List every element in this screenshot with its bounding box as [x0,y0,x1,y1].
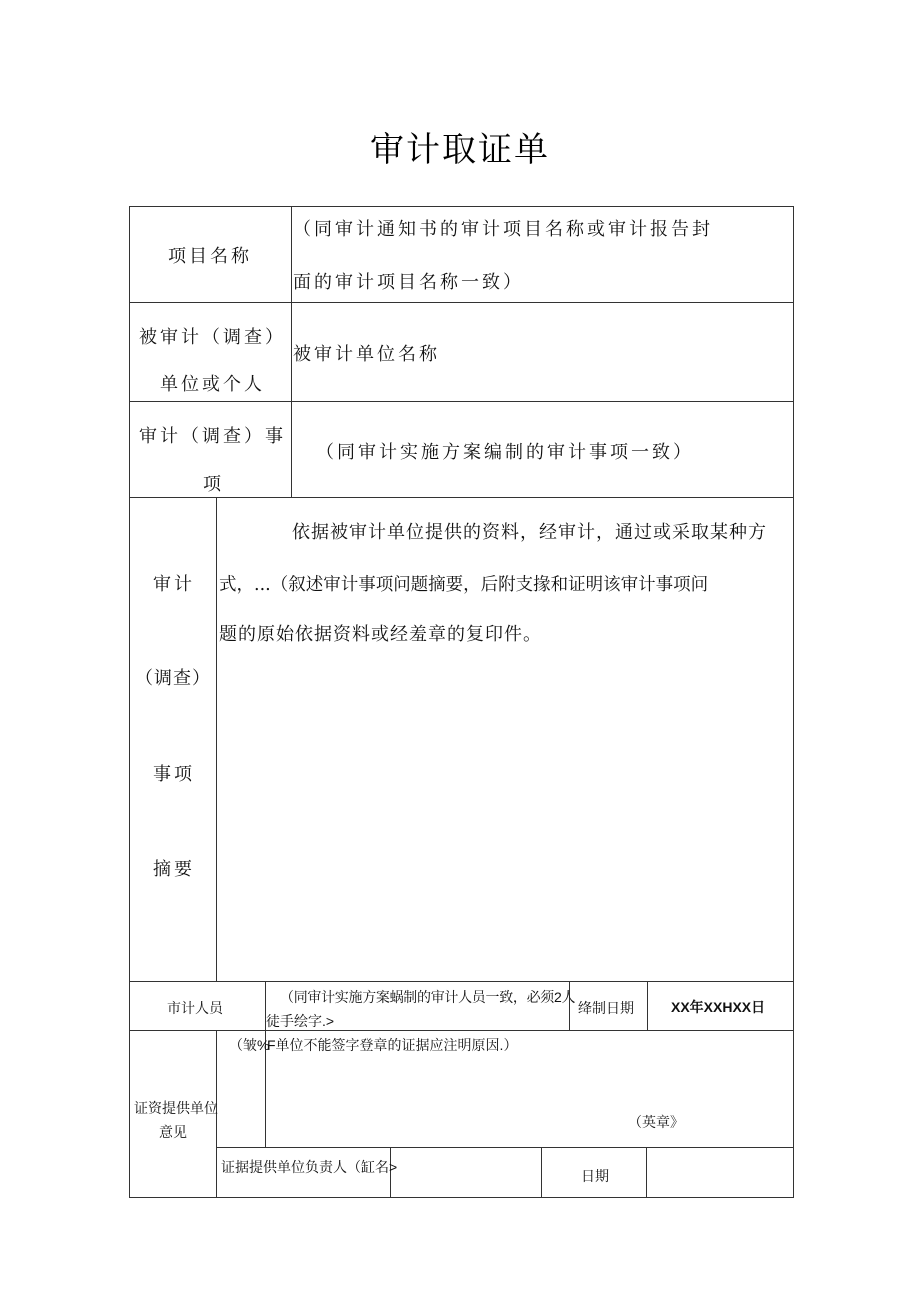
page-title: 审计取证单 [370,130,550,170]
summary-content-cell [216,497,794,982]
summary-label-part4: 摘要 [153,859,195,880]
audit-matter-label-line2: 项 [203,474,224,495]
project-name-value-line2: 面的审计项目名称一致） [293,272,524,293]
audited-unit-value: 被审计单位名称 [293,344,440,365]
provider-date-value-cell[interactable] [646,1147,794,1198]
summary-label-part1: 审计 [153,574,195,595]
auditor-label: 市计人员 [167,1000,223,1016]
summary-label-part3: 事项 [153,764,195,785]
compile-date-label: 绛制日期 [578,1000,634,1016]
provider-seal: （英章》 [628,1114,684,1130]
project-name-value-line1: （同审计通知书的审计项目名称或审计报告封 [293,219,713,240]
audit-matter-value: （同审计实施方案编制的审计事项一致） [316,442,694,463]
audit-matter-label-line1: 审计（调查）事 [139,426,286,447]
provider-label-line1: 证资提供单位 [134,1100,218,1116]
compile-date-value: XX年XXHXX日 [671,999,766,1015]
summary-content-line3: 题的原始依据资料或经羞章的复印件。 [219,624,542,645]
summary-label-part2: （调查） [135,668,211,689]
auditor-note-line2: 徒手绘字.> [266,1013,335,1029]
project-name-label: 项目名称 [168,246,252,267]
provider-label-line2: 意见 [159,1124,187,1140]
summary-content-line2: 式，...（叙述审计事项问题摘要，后附支掾和证明该审计事项问 [219,575,709,595]
provider-note-prefix: （皱% [229,1037,270,1053]
provider-note-text: F单位不能签字登章的证据应注明原因.） [267,1037,518,1053]
audited-unit-label-line2: 单位或个人 [160,374,265,395]
audited-unit-label-line1: 被审计（调查） [139,327,286,348]
auditor-note-line1: （同审计实施方案蜗制的审计人员一致，必须2人 [280,989,576,1005]
responsible-label: 证据提供单位负责人（缸名> [221,1159,398,1175]
summary-content-line1: 依据被审计单位提供的资料，经审计，通过或采取某种方 [292,522,767,543]
provider-date-label: 日期 [581,1168,609,1184]
responsible-signature-cell[interactable] [390,1147,542,1198]
